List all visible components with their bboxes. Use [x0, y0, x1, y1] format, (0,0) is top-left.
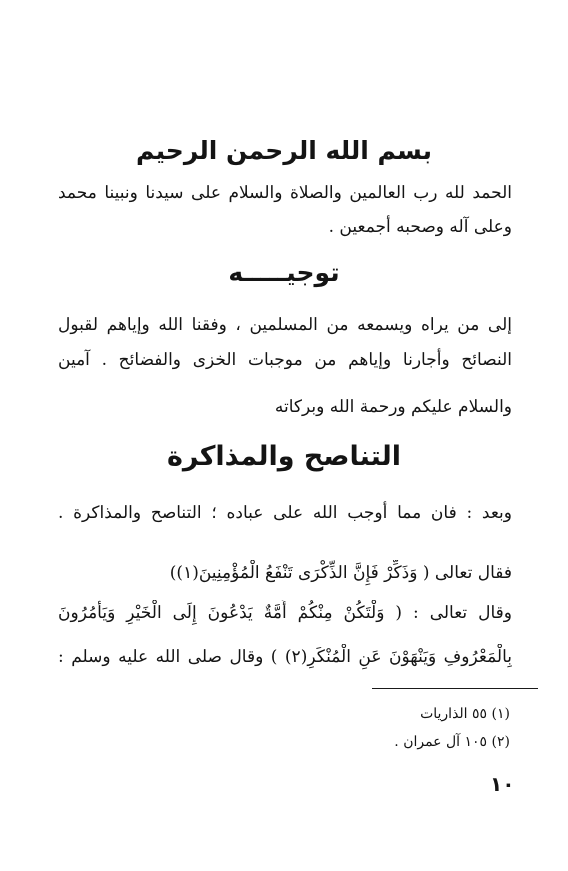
body-line-2-quran-verse: فقال تعالى ( وَذَكِّرْ فَإِنَّ الذِّكْرَى تَنْفَعُ الْمُؤْمِنِينَ(١)) — [169, 563, 512, 583]
basmala-heading: بسم الله الرحمن الرحيم — [136, 136, 432, 165]
tawjih-heading: توجيـــــه — [228, 258, 340, 287]
footnote-divider — [372, 688, 538, 689]
tawjih-line-1: إلى من يراه ويسمعه من المسلمين ، وفقنا الله وإياهم لقبول — [58, 315, 512, 335]
body-line-1: وبعد : فان مما أوجب الله على عباده ؛ التناصح والمذاكرة . — [58, 503, 512, 523]
footnote-1: (١) ٥٥ الذاريات — [420, 706, 510, 722]
body-line-3-quran-verse: وقال تعالى : ( وَلْتَكُنْ مِنْكُمْ أُمَّةٌ يَدْعُونَ إِلَى الْخَيْرِ وَيَأْمُرُونَ — [58, 603, 512, 623]
tawjih-line-3: والسلام عليكم ورحمة الله وبركاته — [274, 397, 512, 417]
footnote-2: (٢) ١٠٥ آل عمران . — [394, 734, 510, 750]
intro-line-1: الحمد لله رب العالمين والصلاة والسلام على سيدنا ونبينا محمد — [58, 183, 512, 203]
tawjih-line-2: النصائح وأجارنا وإياهم من موجبات الخزى والفضائح . آمين — [58, 350, 512, 370]
tanasuh-heading: التناصح والمذاكرة — [166, 441, 402, 472]
body-line-4: بِالْمَعْرُوفِ وَيَنْهَوْنَ عَنِ الْمُنْكَرِ(٢) ) وقال صلى الله عليه وسلم : — [58, 647, 512, 667]
intro-line-2: وعلى آله وصحبه أجمعين . — [328, 217, 512, 237]
page-number: ١٠ — [490, 772, 515, 796]
